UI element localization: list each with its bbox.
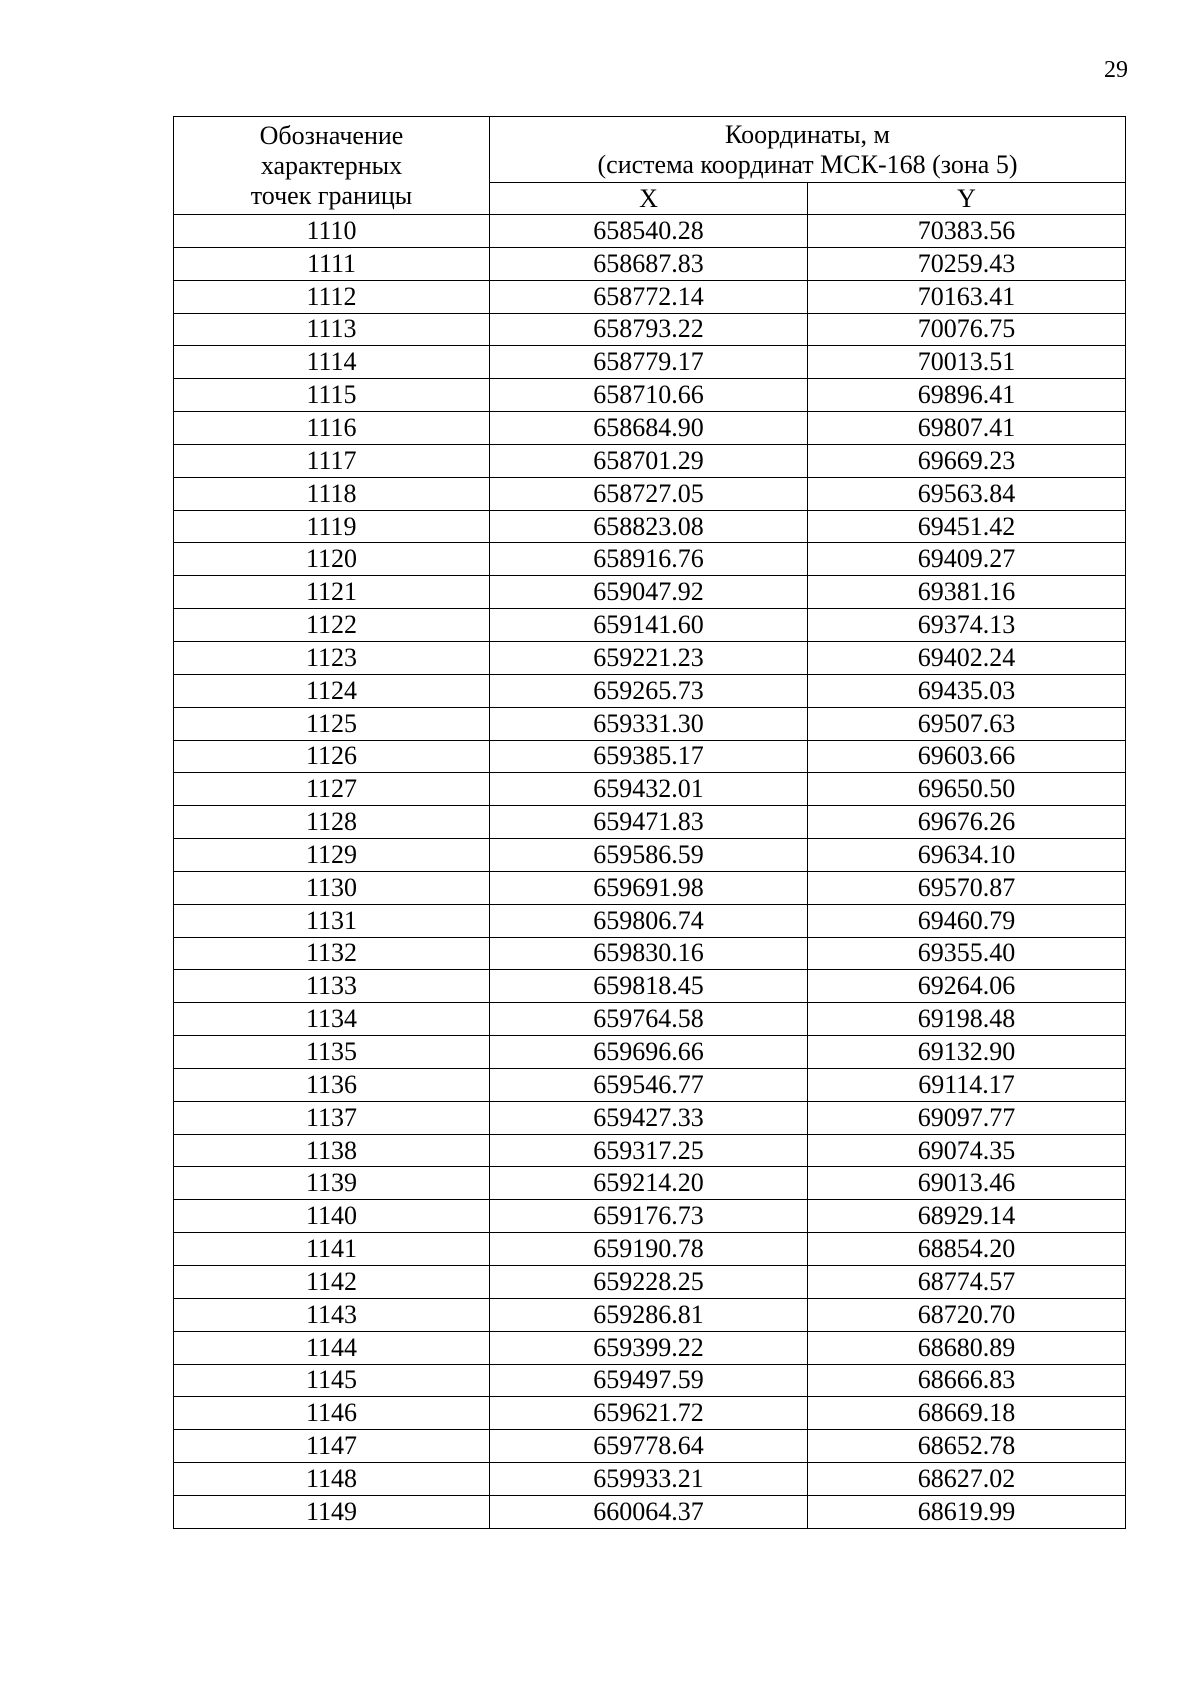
table-row bbox=[174, 674, 1126, 707]
x-coordinate-cell: 659141.60 bbox=[490, 609, 808, 642]
point-designation-cell: 1146 bbox=[174, 1397, 490, 1430]
x-column-header: X bbox=[490, 183, 808, 215]
y-coordinate-cell: 69114.17 bbox=[808, 1068, 1126, 1101]
table-row bbox=[174, 1068, 1126, 1101]
x-coordinate-cell: 659385.17 bbox=[490, 740, 808, 773]
point-designation-cell: 1110 bbox=[174, 215, 490, 248]
x-coordinate-cell: 659432.01 bbox=[490, 773, 808, 806]
y-coordinate-cell: 69570.87 bbox=[808, 871, 1126, 904]
table-row bbox=[174, 740, 1126, 773]
x-coordinate-cell: 659286.81 bbox=[490, 1298, 808, 1331]
y-coordinate-cell: 69669.23 bbox=[808, 444, 1126, 477]
y-coordinate-cell: 69603.66 bbox=[808, 740, 1126, 773]
x-coordinate-cell: 659214.20 bbox=[490, 1167, 808, 1200]
point-designation-cell: 1127 bbox=[174, 773, 490, 806]
point-designation-cell: 1147 bbox=[174, 1430, 490, 1463]
table-row bbox=[174, 1298, 1126, 1331]
coordinates-header-line: (система координат МСК-168 (зона 5) bbox=[597, 149, 1018, 179]
x-coordinate-cell: 659691.98 bbox=[490, 871, 808, 904]
table-row bbox=[174, 576, 1126, 609]
table-row bbox=[174, 839, 1126, 872]
table-row bbox=[174, 641, 1126, 674]
y-coordinate-cell: 69132.90 bbox=[808, 1036, 1126, 1069]
table-row bbox=[174, 379, 1126, 412]
table-row bbox=[174, 1266, 1126, 1299]
x-coordinate-cell: 659497.59 bbox=[490, 1364, 808, 1397]
page-number: 29 bbox=[1104, 57, 1128, 83]
table-row bbox=[174, 1331, 1126, 1364]
point-designation-cell: 1126 bbox=[174, 740, 490, 773]
point-designation-cell: 1149 bbox=[174, 1495, 490, 1528]
point-designation-cell: 1116 bbox=[174, 412, 490, 445]
point-designation-cell: 1125 bbox=[174, 707, 490, 740]
x-coordinate-cell: 659778.64 bbox=[490, 1430, 808, 1463]
x-coordinate-cell: 660064.37 bbox=[490, 1495, 808, 1528]
table-row bbox=[174, 346, 1126, 379]
point-designation-cell: 1137 bbox=[174, 1101, 490, 1134]
point-designation-cell: 1128 bbox=[174, 806, 490, 839]
y-coordinate-cell: 69650.50 bbox=[808, 773, 1126, 806]
y-coordinate-cell: 68666.83 bbox=[808, 1364, 1126, 1397]
x-coordinate-cell: 658710.66 bbox=[490, 379, 808, 412]
table-row bbox=[174, 313, 1126, 346]
point-designation-cell: 1115 bbox=[174, 379, 490, 412]
x-coordinate-cell: 659399.22 bbox=[490, 1331, 808, 1364]
y-coordinate-cell: 69507.63 bbox=[808, 707, 1126, 740]
x-coordinate-cell: 658793.22 bbox=[490, 313, 808, 346]
table-row bbox=[174, 1364, 1126, 1397]
y-coordinate-cell: 69355.40 bbox=[808, 937, 1126, 970]
table-row bbox=[174, 707, 1126, 740]
x-coordinate-cell: 659806.74 bbox=[490, 904, 808, 937]
x-coordinate-cell: 658540.28 bbox=[490, 215, 808, 248]
y-coordinate-cell: 68774.57 bbox=[808, 1266, 1126, 1299]
point-designation-cell: 1138 bbox=[174, 1134, 490, 1167]
x-coordinate-cell: 659228.25 bbox=[490, 1266, 808, 1299]
point-designation-cell: 1133 bbox=[174, 970, 490, 1003]
y-coordinate-cell: 68627.02 bbox=[808, 1463, 1126, 1496]
y-coordinate-cell: 69435.03 bbox=[808, 674, 1126, 707]
point-designation-cell: 1134 bbox=[174, 1003, 490, 1036]
table-row bbox=[174, 1134, 1126, 1167]
y-coordinate-cell: 69097.77 bbox=[808, 1101, 1126, 1134]
point-designation-cell: 1140 bbox=[174, 1200, 490, 1233]
x-coordinate-cell: 659190.78 bbox=[490, 1233, 808, 1266]
x-coordinate-cell: 659317.25 bbox=[490, 1134, 808, 1167]
point-designation-cell: 1118 bbox=[174, 477, 490, 510]
y-coordinate-cell: 69563.84 bbox=[808, 477, 1126, 510]
point-designation-cell: 1113 bbox=[174, 313, 490, 346]
y-coordinate-cell: 68854.20 bbox=[808, 1233, 1126, 1266]
y-coordinate-cell: 69074.35 bbox=[808, 1134, 1126, 1167]
y-coordinate-cell: 69807.41 bbox=[808, 412, 1126, 445]
point-designation-cell: 1119 bbox=[174, 510, 490, 543]
y-coordinate-cell: 68720.70 bbox=[808, 1298, 1126, 1331]
point-designation-cell: 1145 bbox=[174, 1364, 490, 1397]
point-designation-cell: 1120 bbox=[174, 543, 490, 576]
x-coordinate-cell: 658701.29 bbox=[490, 444, 808, 477]
point-designation-cell: 1132 bbox=[174, 937, 490, 970]
table-row bbox=[174, 477, 1126, 510]
y-column-header: Y bbox=[808, 183, 1126, 215]
y-coordinate-cell: 70259.43 bbox=[808, 247, 1126, 280]
point-designation-cell: 1131 bbox=[174, 904, 490, 937]
y-coordinate-cell: 68652.78 bbox=[808, 1430, 1126, 1463]
y-coordinate-cell: 70013.51 bbox=[808, 346, 1126, 379]
y-coordinate-cell: 70076.75 bbox=[808, 313, 1126, 346]
point-designation-cell: 1129 bbox=[174, 839, 490, 872]
point-designation-cell: 1142 bbox=[174, 1266, 490, 1299]
x-coordinate-cell: 659830.16 bbox=[490, 937, 808, 970]
coordinates-header-line: Координаты, м bbox=[725, 119, 890, 149]
table-row bbox=[174, 1397, 1126, 1430]
point-header-line: точек границы bbox=[250, 180, 413, 210]
x-coordinate-cell: 658684.90 bbox=[490, 412, 808, 445]
point-designation-cell: 1139 bbox=[174, 1167, 490, 1200]
table-row bbox=[174, 215, 1126, 248]
table-row bbox=[174, 806, 1126, 839]
x-coordinate-cell: 659933.21 bbox=[490, 1463, 808, 1496]
x-coordinate-cell: 659176.73 bbox=[490, 1200, 808, 1233]
coordinates-header bbox=[490, 117, 1126, 183]
table-row bbox=[174, 412, 1126, 445]
y-coordinate-cell: 69896.41 bbox=[808, 379, 1126, 412]
table-row bbox=[174, 1430, 1126, 1463]
x-coordinate-cell: 659818.45 bbox=[490, 970, 808, 1003]
x-coordinate-cell: 658687.83 bbox=[490, 247, 808, 280]
point-designation-cell: 1143 bbox=[174, 1298, 490, 1331]
x-coordinate-cell: 658727.05 bbox=[490, 477, 808, 510]
x-coordinate-cell: 659221.23 bbox=[490, 641, 808, 674]
point-designation-cell: 1114 bbox=[174, 346, 490, 379]
point-designation-cell: 1122 bbox=[174, 609, 490, 642]
table-header-row bbox=[174, 117, 1126, 183]
table-row bbox=[174, 444, 1126, 477]
point-designation-cell: 1123 bbox=[174, 641, 490, 674]
point-designation-header bbox=[174, 117, 490, 215]
x-coordinate-cell: 659586.59 bbox=[490, 839, 808, 872]
point-designation-cell: 1112 bbox=[174, 280, 490, 313]
y-coordinate-cell: 70163.41 bbox=[808, 280, 1126, 313]
x-coordinate-cell: 658823.08 bbox=[490, 510, 808, 543]
table-row bbox=[174, 1233, 1126, 1266]
y-coordinate-cell: 69013.46 bbox=[808, 1167, 1126, 1200]
table-row bbox=[174, 773, 1126, 806]
y-coordinate-cell: 69634.10 bbox=[808, 839, 1126, 872]
y-coordinate-cell: 68680.89 bbox=[808, 1331, 1126, 1364]
point-designation-cell: 1144 bbox=[174, 1331, 490, 1364]
table-row bbox=[174, 609, 1126, 642]
point-designation-cell: 1148 bbox=[174, 1463, 490, 1496]
table-row bbox=[174, 510, 1126, 543]
table-row bbox=[174, 543, 1126, 576]
y-coordinate-cell: 70383.56 bbox=[808, 215, 1126, 248]
x-coordinate-cell: 659696.66 bbox=[490, 1036, 808, 1069]
x-coordinate-cell: 659621.72 bbox=[490, 1397, 808, 1430]
table-row bbox=[174, 970, 1126, 1003]
point-designation-cell: 1117 bbox=[174, 444, 490, 477]
y-coordinate-cell: 69460.79 bbox=[808, 904, 1126, 937]
table-row bbox=[174, 1167, 1126, 1200]
x-coordinate-cell: 659331.30 bbox=[490, 707, 808, 740]
table-row bbox=[174, 1495, 1126, 1528]
table-header bbox=[174, 117, 1126, 215]
table-body bbox=[174, 215, 1126, 1529]
table-row bbox=[174, 1200, 1126, 1233]
table-row bbox=[174, 937, 1126, 970]
y-coordinate-cell: 69451.42 bbox=[808, 510, 1126, 543]
table-row bbox=[174, 1003, 1126, 1036]
table-row bbox=[174, 280, 1126, 313]
point-designation-cell: 1130 bbox=[174, 871, 490, 904]
x-coordinate-cell: 659265.73 bbox=[490, 674, 808, 707]
table-row bbox=[174, 904, 1126, 937]
y-coordinate-cell: 68669.18 bbox=[808, 1397, 1126, 1430]
x-coordinate-cell: 659764.58 bbox=[490, 1003, 808, 1036]
y-coordinate-cell: 68619.99 bbox=[808, 1495, 1126, 1528]
point-designation-cell: 1136 bbox=[174, 1068, 490, 1101]
table-row bbox=[174, 1101, 1126, 1134]
point-designation-cell: 1124 bbox=[174, 674, 490, 707]
point-designation-cell: 1111 bbox=[174, 247, 490, 280]
table-row bbox=[174, 871, 1126, 904]
point-designation-cell: 1141 bbox=[174, 1233, 490, 1266]
x-coordinate-cell: 659546.77 bbox=[490, 1068, 808, 1101]
table-row bbox=[174, 1463, 1126, 1496]
y-coordinate-cell: 69402.24 bbox=[808, 641, 1126, 674]
y-coordinate-cell: 69264.06 bbox=[808, 970, 1126, 1003]
y-coordinate-cell: 69381.16 bbox=[808, 576, 1126, 609]
boundary-coordinates-table bbox=[173, 116, 1126, 1529]
point-header-line: характерных bbox=[260, 150, 403, 180]
point-designation-cell: 1135 bbox=[174, 1036, 490, 1069]
y-coordinate-cell: 69409.27 bbox=[808, 543, 1126, 576]
table-row bbox=[174, 1036, 1126, 1069]
x-coordinate-cell: 659427.33 bbox=[490, 1101, 808, 1134]
x-coordinate-cell: 658779.17 bbox=[490, 346, 808, 379]
x-coordinate-cell: 658916.76 bbox=[490, 543, 808, 576]
point-header-line: Обозначение bbox=[259, 120, 404, 150]
y-coordinate-cell: 69374.13 bbox=[808, 609, 1126, 642]
point-designation-cell: 1121 bbox=[174, 576, 490, 609]
x-coordinate-cell: 658772.14 bbox=[490, 280, 808, 313]
table-row bbox=[174, 247, 1126, 280]
x-coordinate-cell: 659047.92 bbox=[490, 576, 808, 609]
y-coordinate-cell: 69198.48 bbox=[808, 1003, 1126, 1036]
y-coordinate-cell: 69676.26 bbox=[808, 806, 1126, 839]
x-coordinate-cell: 659471.83 bbox=[490, 806, 808, 839]
y-coordinate-cell: 68929.14 bbox=[808, 1200, 1126, 1233]
